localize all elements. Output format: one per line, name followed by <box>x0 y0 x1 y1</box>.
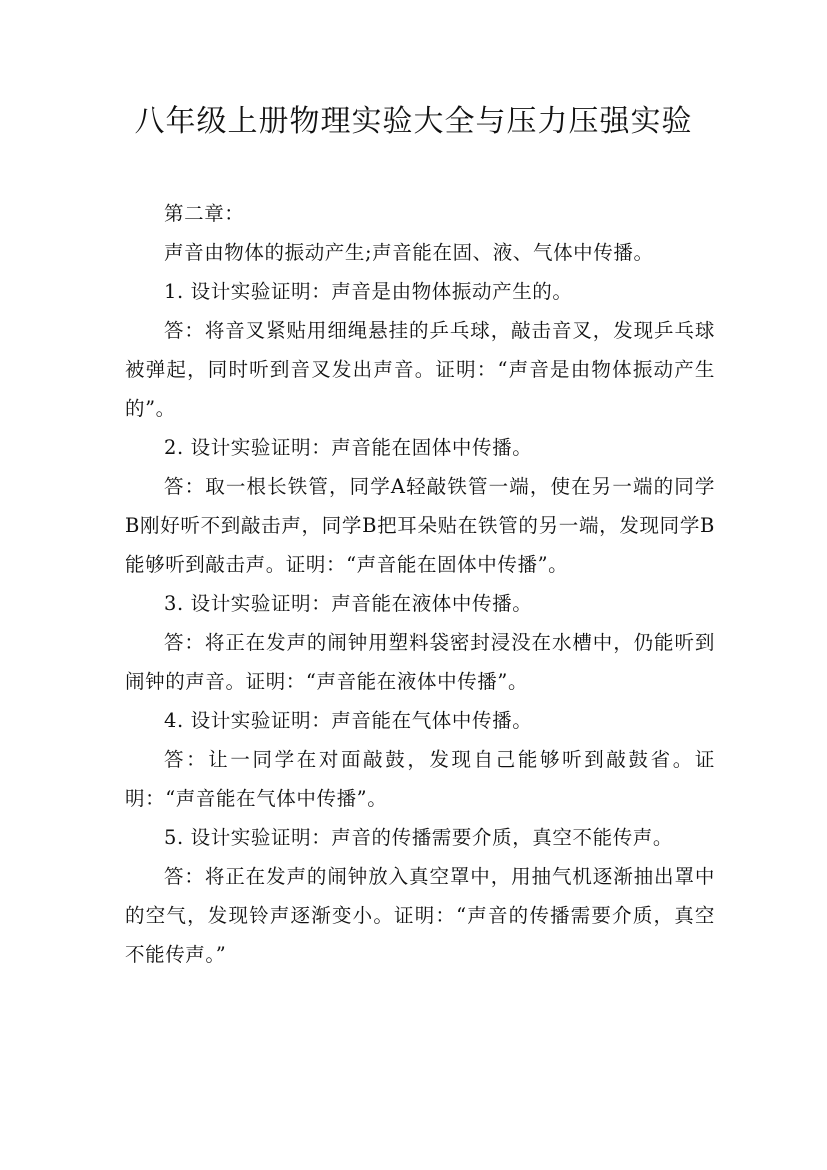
experiment-3-question: 3. 设计实验证明：声音能在液体中传播。 <box>164 592 533 615</box>
chapter-heading: 第二章： <box>164 202 245 225</box>
document-title: 八年级上册物理实验大全与压力压强实验 <box>134 104 693 139</box>
experiment-2-answer: 答：取一根长铁管，同学A轻敲铁管一端，使在另一端的同学B刚好听不到敲击声，同学B把耳朵贴在铁管的另一端，发现同学B能够听到敲击声。证明：“声音能在固体中传播”。 <box>125 475 715 576</box>
experiment-4-answer: 答：让一同学在对面敲鼓，发现自己能够听到敲鼓省。证明：“声音能在气体中传播”。 <box>125 748 715 810</box>
experiment-3-answer: 答：将正在发声的闹钟用塑料袋密封浸没在水槽中，仍能听到闹钟的声音。证明：“声音能在液体中传播”。 <box>125 631 715 693</box>
experiment-1-question: 1. 设计实验证明：声音是由物体振动产生的。 <box>164 280 573 303</box>
experiment-2-question: 2. 设计实验证明：声音能在固体中传播。 <box>164 436 533 459</box>
summary-paragraph: 声音由物体的振动产生;声音能在固、液、气体中传播。 <box>164 241 654 264</box>
document-body <box>125 194 715 974</box>
experiment-4-question: 4. 设计实验证明：声音能在气体中传播。 <box>164 709 533 732</box>
experiment-5-answer: 答：将正在发声的闹钟放入真空罩中，用抽气机逐渐抽出罩中的空气，发现铃声逐渐变小。证明：“声音的传播需要介质，真空不能传声。” <box>125 865 715 966</box>
experiment-5-question: 5. 设计实验证明：声音的传播需要介质，真空不能传声。 <box>164 826 674 849</box>
experiment-1-answer: 答：将音叉紧贴用细绳悬挂的乒乓球，敲击音叉，发现乒乓球被弹起，同时听到音叉发出声音。证明：“声音是由物体振动产生的”。 <box>125 319 715 420</box>
